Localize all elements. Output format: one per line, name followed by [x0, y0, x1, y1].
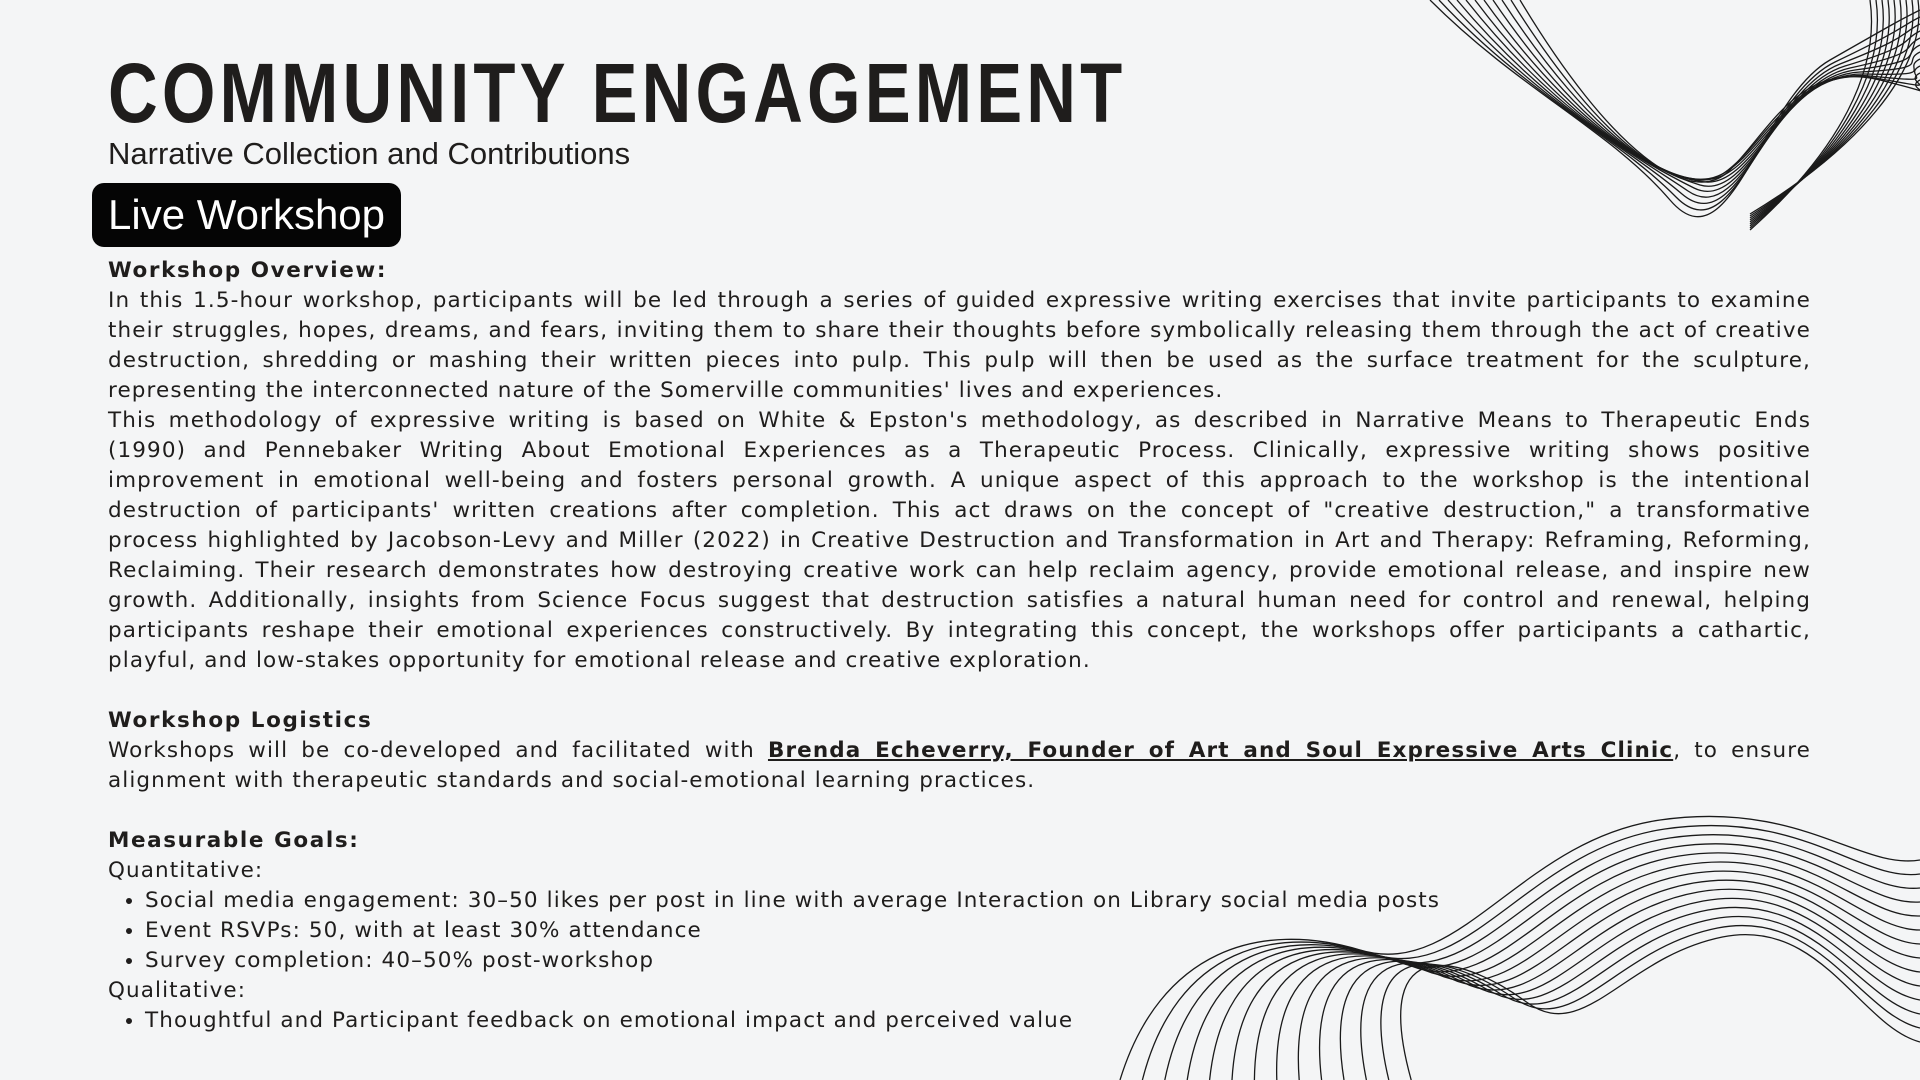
wave-line — [1750, 0, 1889, 224]
overview-paragraph-1: In this 1.5-hour workshop, participants will be led through a series of guided expressive writing exercises that invite participants to examine their struggles, hopes, dreams, and fears, inviting them to share their thoughts before symbolically releasing them through the act of creative destruction, shredding or mashing their written pieces into pulp. This pulp will then be used as the surface treatment for the sculpture, representing the interconnected nature of the Somerville communities' lives and experiences. — [108, 288, 1811, 403]
wave-line — [1466, 0, 1920, 191]
list-item: • Survey completion: 40–50% post-workshop — [145, 946, 1811, 976]
wave-line — [1750, 0, 1919, 214]
overview-paragraph-2: This methodology of expressive writing is based on White & Epston's methodology, as described in Narrative Means to Therapeutic Ends (1990) and Pennebaker Writing About Emotional Experiences as a Therapeutic Process. Clinically, expressive writing shows positive improvement in emotional well-being and fosters personal growth. A unique aspect of this approach to the workshop is the intentional destruction of participants' written creations after completion. This act draws on the concept of "creative destruction," a transformative process highlighted by Jacobson-Levy and Miller (2022) in Creative Destruction and Transformation in Art and Therapy: Reframing, Reforming, Reclaiming. Their research demonstrates how destroying creative work can help reclaim agency, provide emotional release, and inspire new growth. Additionally, insights from Science Focus suggest that destruction satisfies a natural human need for control and renewal, helping participants reshape their emotional experiences constructively. By integrating this concept, the workshops offer participants a cathartic, playful, and low-stakes opportunity for emotional release and creative exploration. — [108, 408, 1811, 673]
qualitative-label: Qualitative: — [108, 978, 247, 1003]
wave-line — [1750, 0, 1901, 220]
list-item: • Social media engagement: 30–50 likes per post in line with average Interaction on Library social media posts — [145, 886, 1811, 916]
wave-line — [1750, 0, 1883, 226]
wave-line — [1750, 0, 1872, 230]
wave-line — [1448, 0, 1920, 203]
wave-lines-decoration-top — [1400, 0, 1920, 240]
logistics-text-before: Workshops will be co-developed and facilitated with — [108, 738, 768, 763]
document-body — [108, 256, 1811, 1036]
wave-line — [1750, 0, 1877, 228]
wave-line — [1750, 0, 1895, 222]
section-spacer — [108, 676, 1811, 706]
wave-line — [1750, 0, 1913, 216]
wave-line — [1502, 0, 1920, 179]
wave-line — [1457, 0, 1920, 197]
wave-line — [1750, 0, 1907, 218]
section-spacer — [108, 796, 1811, 826]
list-item: • Thoughtful and Participant feedback on emotional impact and perceived value — [145, 1006, 1811, 1036]
logistics-text-after: , to ensure alignment with therapeutic standards and social-emotional learning practices. — [108, 738, 1811, 793]
quantitative-label: Quantitative: — [108, 858, 264, 883]
wave-line — [1430, 0, 1920, 217]
logistics-paragraph — [108, 736, 1811, 796]
logistics-heading: Workshop Logistics — [108, 708, 373, 733]
wave-line — [1511, 0, 1920, 180]
quantitative-list — [108, 886, 1811, 976]
page-subtitle: Narrative Collection and Contributions — [108, 136, 631, 171]
wave-line — [1475, 0, 1920, 186]
goals-heading: Measurable Goals: — [108, 828, 360, 853]
wave-line — [1439, 0, 1920, 210]
qualitative-list — [108, 1006, 1811, 1036]
live-workshop-badge: Live Workshop — [92, 183, 401, 247]
page-title: COMMUNITY ENGAGEMENT — [108, 46, 1127, 140]
overview-heading: Workshop Overview: — [108, 258, 388, 283]
wave-line — [1493, 0, 1920, 180]
list-item: • Event RSVPs: 50, with at least 30% attendance — [145, 916, 1811, 946]
facilitator-link[interactable]: Brenda Echeverry, Founder of Art and Soul Expressive Arts Clinic — [767, 738, 1674, 763]
wave-line — [1484, 0, 1920, 182]
wave-line — [1520, 0, 1920, 182]
